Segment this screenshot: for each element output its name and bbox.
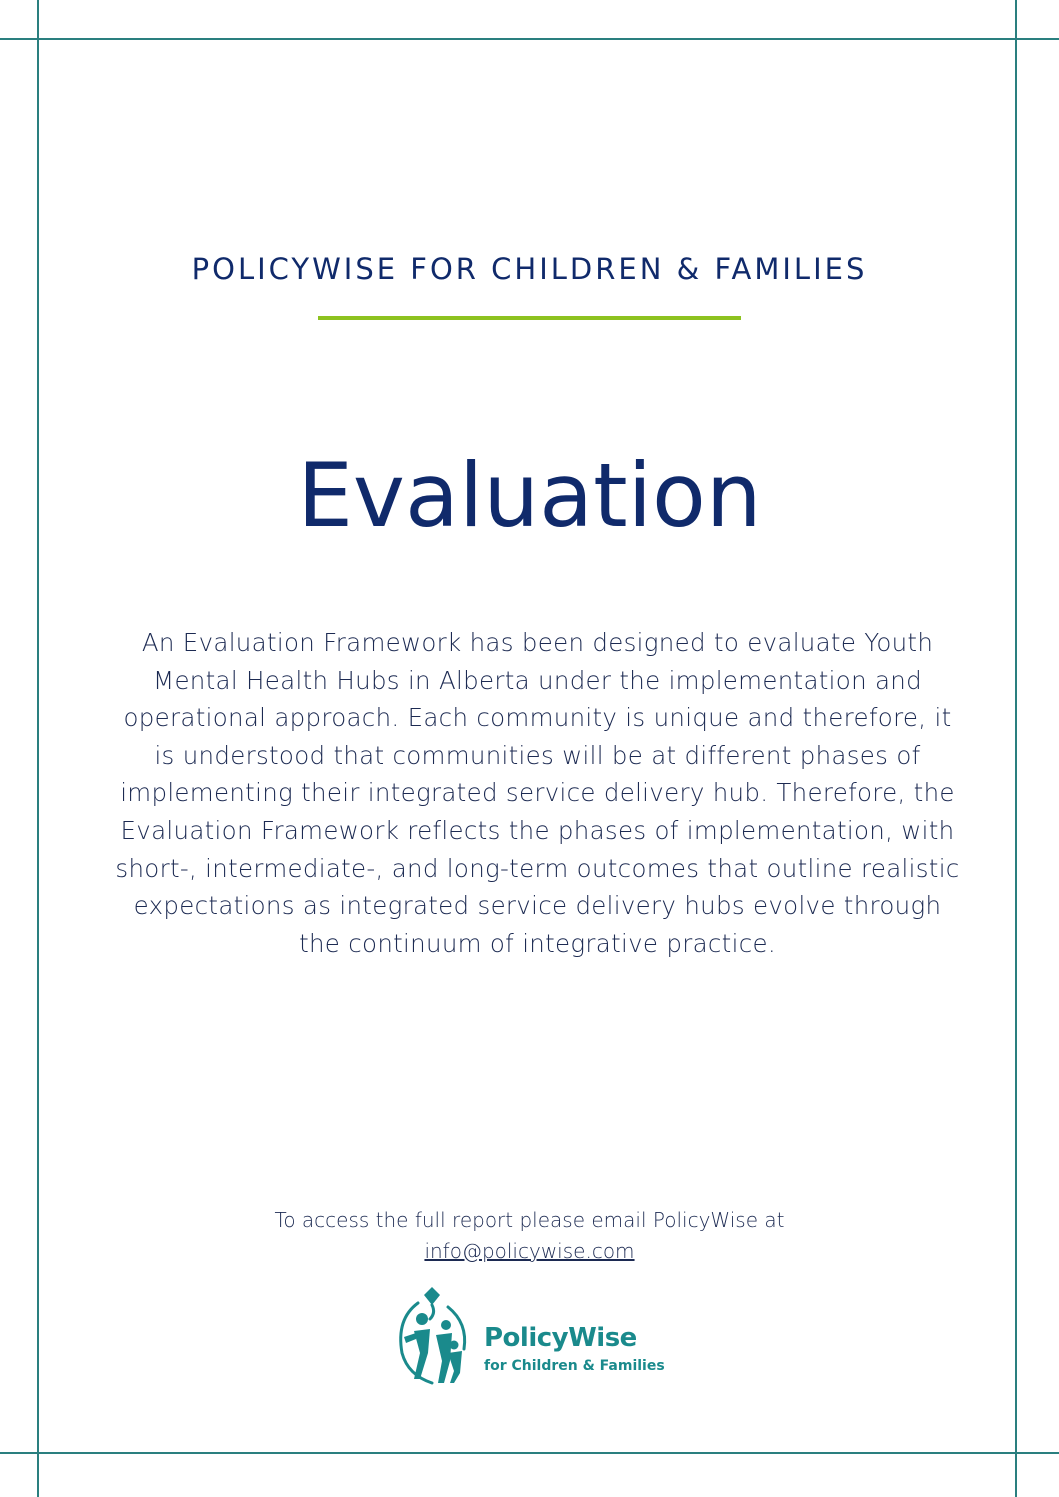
email-link[interactable]: info@policywise.com <box>424 1239 635 1263</box>
frame-line-bottom <box>0 1452 1059 1454</box>
logo-tagline: for Children & Families <box>484 1358 665 1374</box>
contact-text: To access the full report please email PolicyWise at <box>274 1208 785 1232</box>
contact-block <box>0 1205 1059 1267</box>
policywise-logo <box>392 1283 682 1395</box>
page-title: Evaluation <box>297 444 762 547</box>
accent-divider <box>318 316 741 320</box>
logo-name: PolicyWise <box>484 1323 637 1353</box>
frame-line-top <box>0 38 1059 40</box>
family-kite-icon <box>392 1283 476 1391</box>
body-paragraph: An Evaluation Framework has been designed to evaluate Youth Mental Health Hubs in Alberta under the implementation and operational approach. Each community is unique and therefore, it is understood that communities will be at different phases of implementing their integrated service delivery hub. Therefore, the Evaluation Framework reflects the phases of implementation, with short-, intermediate-, and long-term outcomes that outline realistic expectations as integrated service delivery hubs evolve through the continuum of integrative practice. <box>115 628 960 958</box>
frame-line-right <box>1015 0 1017 1497</box>
org-heading: POLICYWISE FOR CHILDREN & FAMILIES <box>191 252 868 286</box>
frame-line-left <box>37 0 39 1497</box>
